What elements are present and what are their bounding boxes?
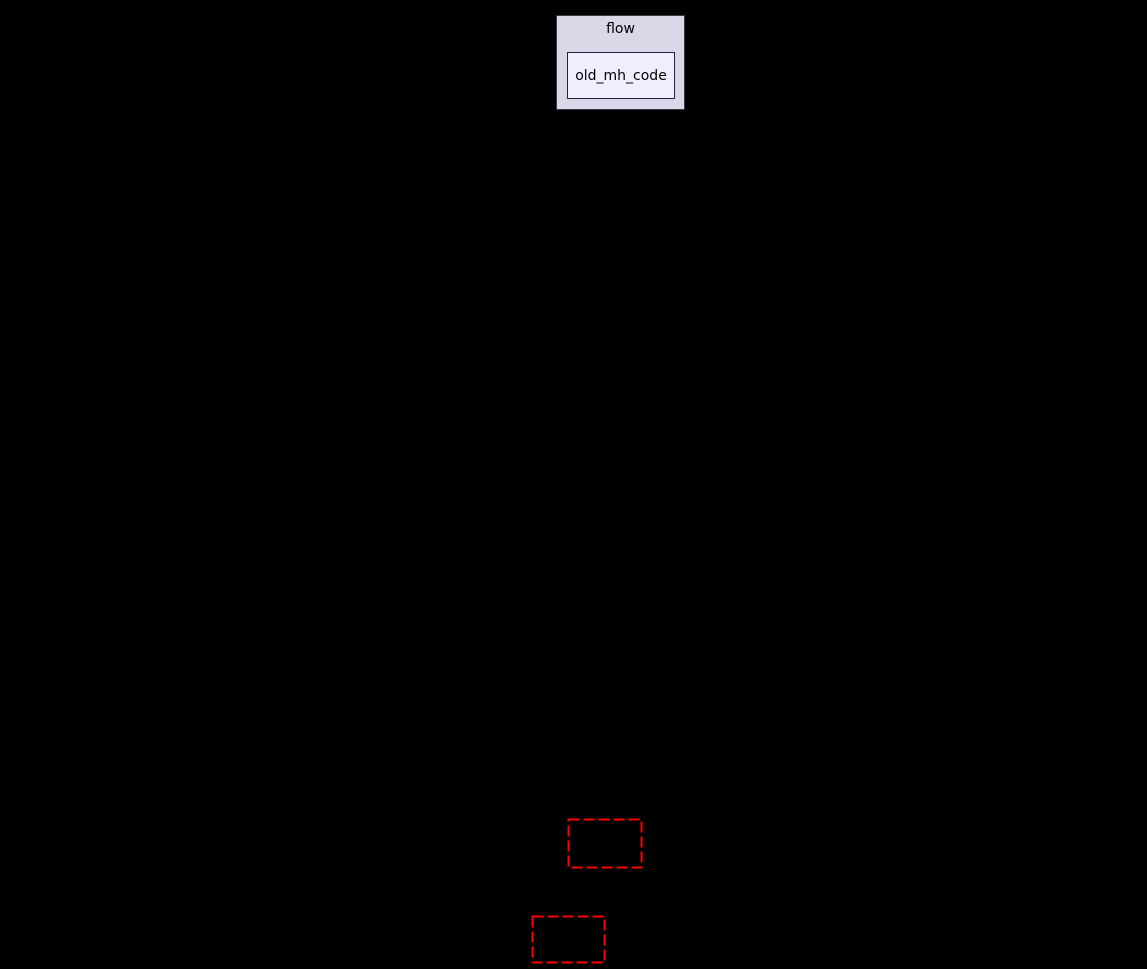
- truncated-node-border: [531, 915, 606, 964]
- truncated-dir-node-2[interactable]: [531, 915, 606, 964]
- truncated-dir-node-1[interactable]: [567, 818, 643, 869]
- cluster-label: flow: [606, 21, 635, 37]
- dir-node-old-mh-code[interactable]: [567, 52, 675, 99]
- truncated-node-border: [567, 818, 643, 869]
- dir-cluster-flow[interactable]: [556, 15, 685, 110]
- dir-node-label: old_mh_code: [575, 67, 667, 84]
